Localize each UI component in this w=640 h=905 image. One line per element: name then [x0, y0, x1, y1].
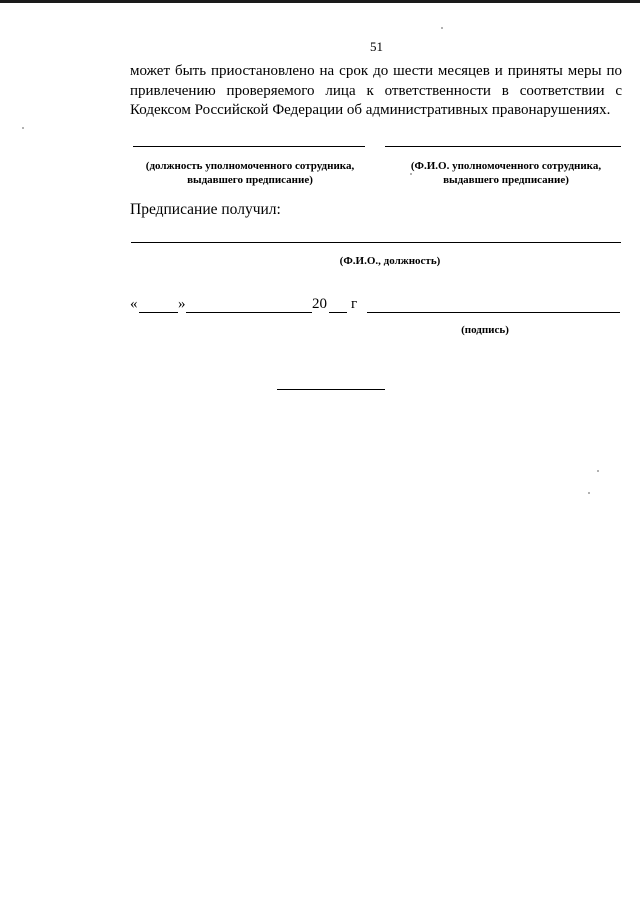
officer-position-line — [133, 146, 365, 147]
officer-name-caption: (Ф.И.О. уполномоченного сотрудника, выдавшего предписание) — [410, 160, 602, 186]
day-open-quote: « — [130, 296, 138, 312]
page-number: 51 — [370, 39, 383, 54]
scan-speck — [22, 127, 24, 129]
end-of-document-rule — [277, 389, 385, 390]
scan-top-edge — [0, 0, 640, 3]
day-close-quote: » — [178, 296, 186, 312]
month-blank — [186, 312, 312, 313]
scan-speck — [410, 173, 412, 175]
year-prefix: 20 — [312, 296, 327, 312]
scan-speck — [441, 27, 443, 29]
scan-speck — [588, 492, 590, 494]
year-suffix: г — [351, 296, 358, 312]
recipient-caption: (Ф.И.О., должность) — [339, 255, 441, 267]
received-by-label: Предписание получил: — [130, 201, 281, 218]
officer-name-line — [385, 146, 621, 147]
body-paragraph: может быть приостановлено на срок до шести месяцев и приняты меры по привлечению проверяемого лица к ответственности в соответствии с Кодексом Российской Федерации об административных правонарушениях. — [130, 63, 622, 118]
scan-speck — [597, 470, 599, 472]
signature-caption: (подпись) — [461, 324, 509, 336]
signature-blank — [367, 312, 620, 313]
date-signature-row — [130, 296, 620, 316]
year-blank — [329, 312, 347, 313]
officer-position-caption: (должность уполномоченного сотрудника, выдавшего предписание) — [145, 160, 355, 186]
recipient-line — [131, 242, 621, 243]
day-blank — [139, 312, 178, 313]
